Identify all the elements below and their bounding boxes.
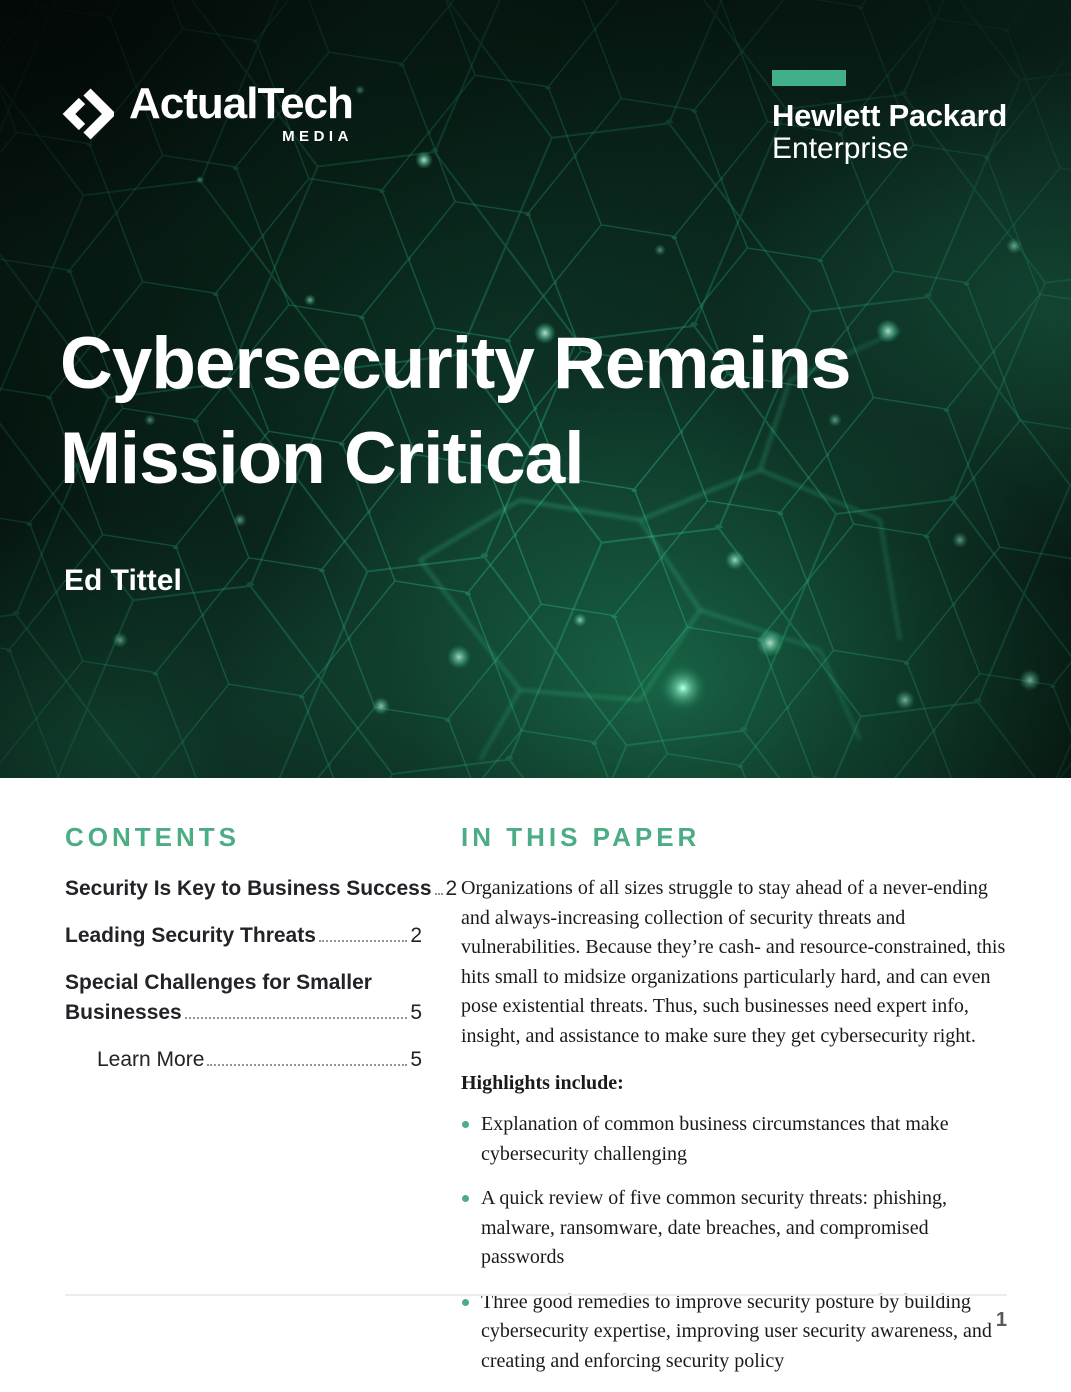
bullet-dot-icon xyxy=(462,1195,469,1202)
dotted-leader xyxy=(185,1017,408,1019)
highlights-list xyxy=(461,1110,1007,1376)
document-title-line1: Cybersecurity Remains xyxy=(60,323,851,404)
toc-item-leading-security-threats[interactable]: Leading Security Threats 2 xyxy=(65,921,422,951)
header-logo-row xyxy=(0,0,1071,166)
highlight-bullet: Three good remedies to improve security posture by building cybersecurity expertise, improving user security awareness, and creating and enforcing security policy xyxy=(461,1288,1007,1377)
in-this-paper-heading: IN THIS PAPER xyxy=(461,822,701,852)
intro-paragraph: Organizations of all sizes struggle to stay ahead of a never-ending and always-increasing collection of security threats and vulnerabilities. Because they’re cash- and resource-constrained, this hits small to midsize organizations particularly hard, and can even pose existential threats. Thus, such businesses need expert info, insight, and assistance to make sure they get cybersecurity right. xyxy=(461,877,1006,1047)
hpe-name: Hewlett Packard xyxy=(772,98,1007,133)
actualtech-wordmark: ActualTech xyxy=(129,79,353,128)
actualtech-media-logo xyxy=(60,79,353,145)
code-chevrons-icon xyxy=(60,85,114,143)
in-this-paper-column xyxy=(461,822,1007,1391)
contents-column xyxy=(65,822,458,1391)
highlight-bullet: A quick review of five common security threats: phishing, malware, ransomware, date breaches, and compromised passwords xyxy=(461,1184,1007,1273)
toc-item-special-challenges[interactable]: Special Challenges for Smaller Businesses 5 xyxy=(65,968,422,1028)
highlights-label: Highlights include: xyxy=(461,1072,624,1094)
contents-heading: CONTENTS xyxy=(65,822,240,852)
toc-page-number: 2 xyxy=(445,877,458,900)
body-columns xyxy=(0,778,1071,1391)
bullet-dot-icon xyxy=(462,1121,469,1128)
toc-page-number: 5 xyxy=(410,1048,422,1071)
toc-item-security-is-key[interactable]: Security Is Key to Business Success 2 xyxy=(65,874,422,904)
document-title-line2: Mission Critical xyxy=(60,418,584,499)
hpe-division: Enterprise xyxy=(772,132,909,166)
toc-page-number: 5 xyxy=(410,1001,422,1024)
hpe-logo xyxy=(772,70,1007,166)
toc-item-learn-more[interactable]: Learn More 5 xyxy=(65,1045,422,1075)
author-name: Ed Tittel xyxy=(64,564,182,597)
dotted-leader xyxy=(319,940,407,942)
bullet-dot-icon xyxy=(462,1299,469,1306)
actualtech-media-label: MEDIA xyxy=(282,128,353,145)
dotted-leader xyxy=(207,1064,407,1066)
document-title xyxy=(60,316,850,506)
footer-divider xyxy=(65,1294,1007,1296)
dotted-leader xyxy=(435,893,443,895)
highlight-bullet: Explanation of common business circumstances that make cybersecurity challenging xyxy=(461,1110,1007,1169)
hpe-element-rectangle-icon xyxy=(772,70,846,86)
page-number: 1 xyxy=(995,1309,1007,1331)
toc-page-number: 2 xyxy=(410,924,422,947)
